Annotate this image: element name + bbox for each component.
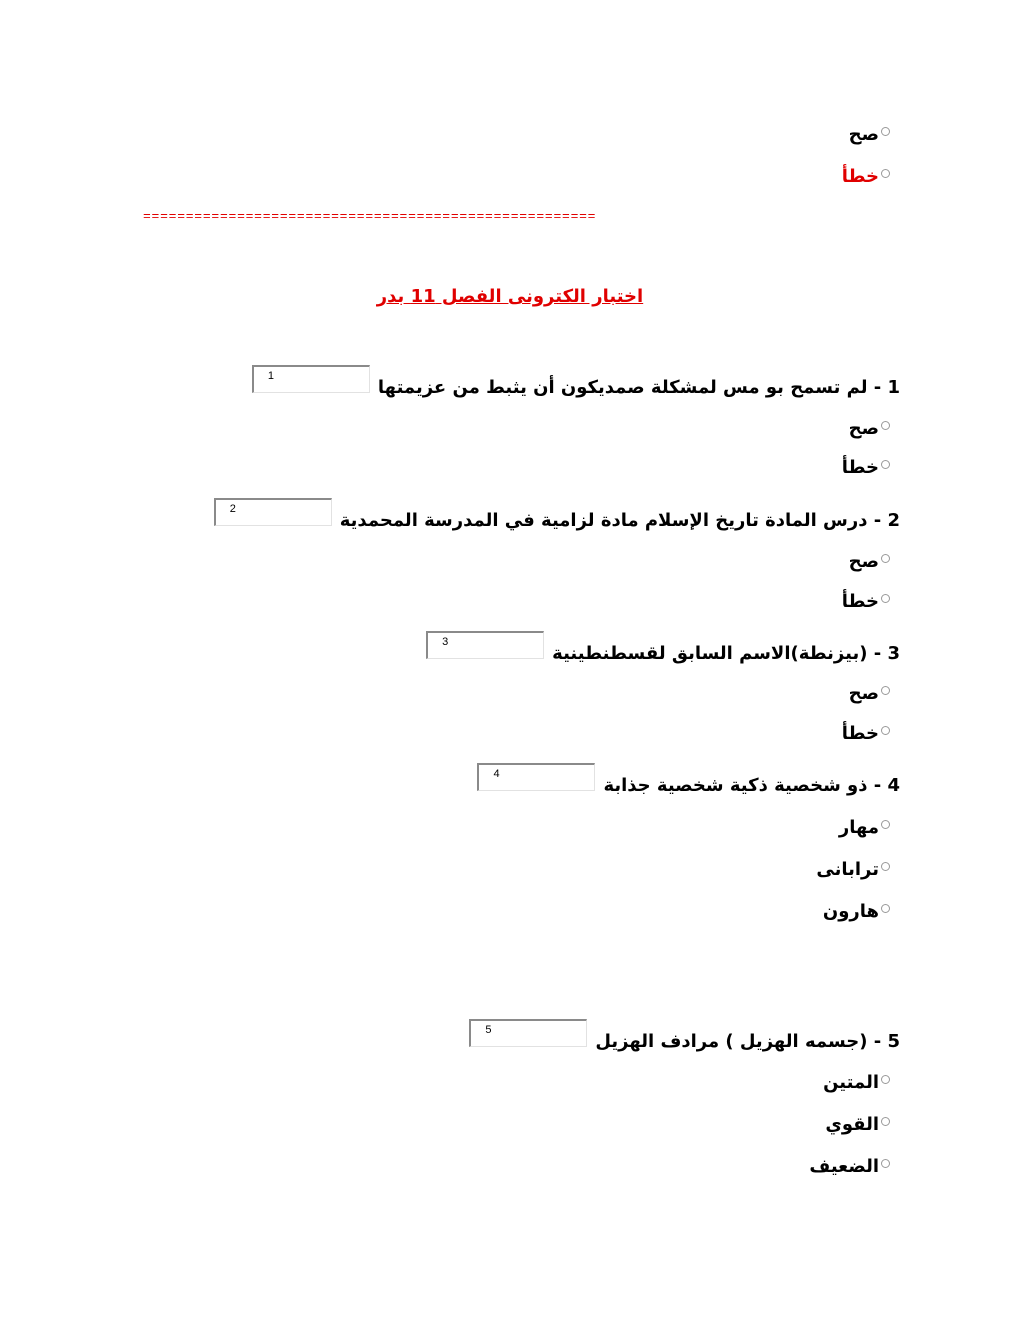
top-option-true[interactable] bbox=[849, 124, 890, 146]
option-label: صح bbox=[848, 683, 879, 704]
radio-button[interactable] bbox=[881, 862, 890, 871]
radio-button[interactable] bbox=[881, 686, 890, 695]
option-label: الضعيف bbox=[809, 1156, 879, 1177]
question-4-text: 4 - ذو شخصية ذكية شخصية جذابة bbox=[603, 775, 900, 796]
page-title bbox=[0, 286, 1020, 307]
radio-button[interactable] bbox=[881, 594, 890, 603]
radio-button[interactable] bbox=[881, 169, 890, 178]
question-5-option-1[interactable] bbox=[823, 1072, 890, 1094]
question-3-text: 3 - (بيزنطة)الاسم السابق لقسطنطينية bbox=[552, 643, 900, 664]
option-label: صح bbox=[848, 124, 879, 145]
question-1-text: 1 - لم تسمح بو مس لمشكلة صمديكون أن يثبط من عزيمتها bbox=[377, 377, 900, 398]
radio-button[interactable] bbox=[881, 554, 890, 563]
title-link[interactable]: اختبار الكترونى الفصل 11 بدر bbox=[376, 286, 644, 307]
top-option-false[interactable] bbox=[842, 166, 890, 188]
question-3 bbox=[426, 631, 900, 667]
question-5-answer-box[interactable]: 5 bbox=[469, 1019, 587, 1047]
question-3-answer-box[interactable]: 3 bbox=[426, 631, 544, 659]
option-label: خطأ bbox=[841, 723, 879, 744]
option-label: ترابانى bbox=[816, 859, 879, 880]
question-2-text: 2 - درس المادة تاريخ الإسلام مادة لزامية في المدرسة المحمدية bbox=[339, 510, 900, 531]
option-label: المتين bbox=[823, 1072, 879, 1093]
question-2-option-true[interactable] bbox=[849, 551, 890, 573]
radio-button[interactable] bbox=[881, 127, 890, 136]
question-5-text: 5 - (جسمه الهزيل ) مرادف الهزيل bbox=[595, 1031, 900, 1052]
question-4-option-2[interactable] bbox=[816, 859, 890, 881]
radio-button[interactable] bbox=[881, 421, 890, 430]
radio-button[interactable] bbox=[881, 1159, 890, 1168]
option-label: صح bbox=[848, 418, 879, 439]
radio-button[interactable] bbox=[881, 820, 890, 829]
option-label: القوي bbox=[825, 1114, 879, 1135]
option-label: مهار bbox=[838, 817, 879, 838]
question-4-option-3[interactable] bbox=[823, 901, 890, 923]
question-2 bbox=[214, 498, 900, 534]
radio-button[interactable] bbox=[881, 904, 890, 913]
question-2-answer-box[interactable]: 2 bbox=[214, 498, 332, 526]
question-1-option-true[interactable] bbox=[849, 418, 890, 440]
question-5-option-2[interactable] bbox=[825, 1114, 890, 1136]
radio-button[interactable] bbox=[881, 460, 890, 469]
question-1-answer-box[interactable]: 1 bbox=[252, 365, 370, 393]
question-1-option-false[interactable] bbox=[842, 457, 890, 479]
question-3-option-true[interactable] bbox=[849, 683, 890, 705]
radio-button[interactable] bbox=[881, 1117, 890, 1126]
option-label: خطأ bbox=[841, 457, 879, 478]
radio-button[interactable] bbox=[881, 726, 890, 735]
question-1 bbox=[252, 365, 900, 401]
radio-button[interactable] bbox=[881, 1075, 890, 1084]
question-5 bbox=[469, 1019, 900, 1055]
question-3-option-false[interactable] bbox=[842, 723, 890, 745]
question-4 bbox=[477, 763, 900, 799]
separator-line: ===================================================== bbox=[143, 209, 597, 224]
option-label: خطأ bbox=[841, 591, 879, 612]
option-label: هارون bbox=[822, 901, 879, 922]
question-4-option-1[interactable] bbox=[839, 817, 890, 839]
option-label: صح bbox=[848, 551, 879, 572]
option-label: خطأ bbox=[841, 166, 879, 187]
question-4-answer-box[interactable]: 4 bbox=[477, 763, 595, 791]
question-2-option-false[interactable] bbox=[842, 591, 890, 613]
question-5-option-3[interactable] bbox=[809, 1156, 890, 1178]
